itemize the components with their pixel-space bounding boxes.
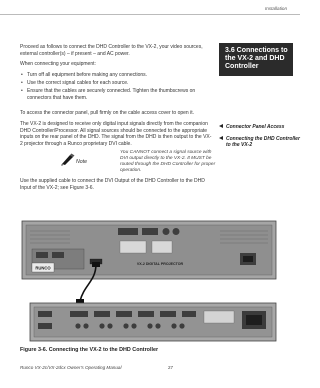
- list-item: • Use the correct signal cables for each source.: [20, 80, 212, 87]
- footer-manual-title: Runco VX-2c/VX-2dcx Owner's Operating Manual: [20, 365, 122, 370]
- dhd-rear-panel: [30, 303, 276, 341]
- arrow-left-icon: [219, 136, 223, 140]
- section-title: 3.6 Connections to the VX-2 and DHD Controller: [219, 43, 293, 76]
- runco-logo: RUNCO: [35, 265, 51, 271]
- projector-model-label: VX-2 DIGITAL PROJECTOR: [136, 262, 184, 266]
- side-note-connector-access: Connector Panel Access: [219, 124, 295, 130]
- note-text: You CANNOT connect a signal source with DVI output directly to the VX-2. It MUST be routed through the DHD Controller for proper operation.: [120, 150, 216, 173]
- side-note-connecting-dhd: Connecting the DHD Controller to the VX-2: [219, 136, 302, 148]
- figure-caption: Figure 3-6. Connecting the VX-2 to the DHD Controller: [20, 347, 159, 353]
- header-rule: [0, 14, 300, 15]
- vx2-rear-panel: [22, 221, 276, 279]
- vx2-paragraph: The VX-2 is designed to receive only digital input signals directly from the companion DHD Controller/Processor. All signal sources should be connected to the appropriate inputs on the rear panel of the DHD. The signal from the DHD is then output to the VX-2 projector through a Runco proprietary DVI cable.: [20, 121, 212, 147]
- connection-checklist: [20, 72, 212, 103]
- when-connecting-text: When connecting your equipment:: [20, 61, 96, 67]
- access-paragraph: To access the connector panel, pull firmly on the cable access cover to open it.: [20, 110, 194, 116]
- list-item: • Ensure that the cables are securely connected. Tighten the thumbscrews on connectors that have them.: [20, 88, 212, 101]
- use-cable-paragraph: Use the supplied cable to connect the DVI Output of the DHD Controller to the DHD Input of the VX-2; see Figure 3-6.: [20, 178, 205, 191]
- running-header: Installation: [265, 6, 287, 11]
- note-pencil-icon: [60, 152, 76, 166]
- connection-figure: [20, 219, 278, 344]
- intro-paragraph: Proceed as follows to connect the DHD Controller to the VX-2, your video sources, external controller(s) – if present – and AC power.: [20, 44, 203, 57]
- list-item: • Turn off all equipment before making any connections.: [20, 72, 212, 79]
- page-number: 27: [168, 365, 174, 370]
- arrow-left-icon: [219, 124, 223, 128]
- note-label: Note: [76, 159, 87, 165]
- cable-plug-top: [92, 262, 100, 267]
